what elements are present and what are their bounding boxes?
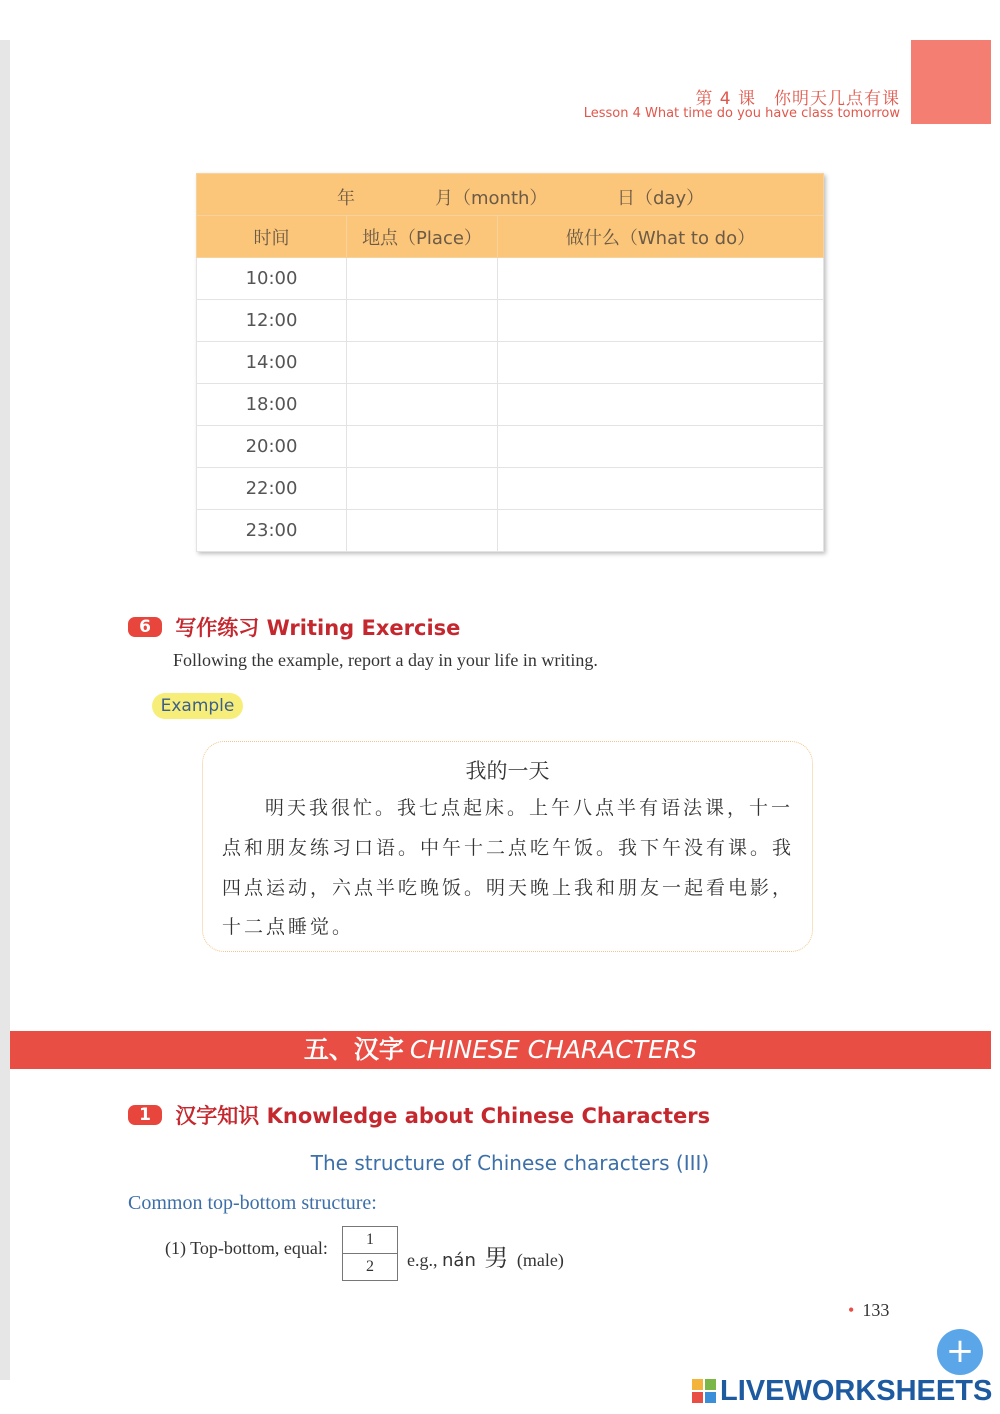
place-cell[interactable] bbox=[347, 468, 498, 510]
eg-meaning: (male) bbox=[516, 1250, 564, 1270]
date-month-label: 月（month） bbox=[435, 188, 548, 209]
page-dot-icon: • bbox=[848, 1300, 855, 1320]
activity-cell[interactable] bbox=[498, 426, 824, 468]
time-cell: 23:00 bbox=[197, 510, 347, 552]
section-number-badge: 1 bbox=[128, 1105, 162, 1125]
structure-example-text bbox=[407, 1238, 564, 1273]
structure-subheading: The structure of Chinese characters (III) bbox=[310, 1151, 710, 1175]
activity-cell[interactable] bbox=[498, 342, 824, 384]
lesson-title-chinese: 第 4 课 你明天几点有课 bbox=[695, 89, 900, 109]
section-number-badge: 6 bbox=[128, 617, 162, 637]
time-cell: 22:00 bbox=[197, 468, 347, 510]
page-number: • 133 bbox=[848, 1300, 890, 1320]
place-cell[interactable] bbox=[347, 258, 498, 300]
lesson-title-english: Lesson 4 What time do you have class tomorrow bbox=[583, 106, 900, 121]
column-header-time: 时间 bbox=[197, 216, 347, 258]
place-cell[interactable] bbox=[347, 510, 498, 552]
activity-cell[interactable] bbox=[498, 468, 824, 510]
diagram-top-cell: 1 bbox=[343, 1227, 397, 1254]
activity-cell[interactable] bbox=[498, 300, 824, 342]
table-row bbox=[197, 510, 824, 552]
activity-cell[interactable] bbox=[498, 258, 824, 300]
date-day-label: 日（day） bbox=[617, 188, 705, 209]
activity-cell[interactable] bbox=[498, 384, 824, 426]
add-button[interactable]: + bbox=[937, 1329, 983, 1375]
example-line: 十二点睡觉。 bbox=[222, 916, 355, 938]
column-header-place: 地点（Place） bbox=[347, 216, 498, 258]
table-row bbox=[197, 300, 824, 342]
date-year-label: 年 bbox=[337, 188, 355, 209]
example-line: 四点运动，六点半吃晚饭。明天晚上我和朋友一起看电影， bbox=[222, 877, 795, 899]
place-cell[interactable] bbox=[347, 384, 498, 426]
eg-character: 男 bbox=[484, 1244, 509, 1272]
example-text-box bbox=[202, 741, 813, 952]
logo-grid-icon bbox=[692, 1379, 716, 1403]
writing-exercise-heading bbox=[128, 612, 460, 642]
activity-cell[interactable] bbox=[498, 510, 824, 552]
table-row bbox=[197, 342, 824, 384]
example-line: 明天我很忙。我七点起床。上午八点半有语法课，十一 bbox=[265, 797, 794, 819]
place-cell[interactable] bbox=[347, 300, 498, 342]
banner-title-english: CHINESE CHARACTERS bbox=[409, 1035, 698, 1064]
table-row bbox=[197, 384, 824, 426]
time-cell: 18:00 bbox=[197, 384, 347, 426]
eg-prefix: e.g., bbox=[407, 1250, 438, 1270]
diagram-bottom-cell: 2 bbox=[366, 1258, 374, 1275]
top-bottom-diagram bbox=[342, 1226, 398, 1281]
structure-item-label: (1) Top-bottom, equal: bbox=[165, 1238, 328, 1258]
chinese-characters-banner bbox=[10, 1031, 991, 1069]
schedule-date-row bbox=[197, 174, 824, 216]
logo-wordmark: LIVEWORKSHEETS bbox=[720, 1374, 993, 1407]
column-header-what-to-do: 做什么（What to do） bbox=[498, 216, 824, 258]
time-cell: 14:00 bbox=[197, 342, 347, 384]
example-title: 我的一天 bbox=[465, 759, 550, 783]
schedule-date-header bbox=[197, 174, 824, 216]
banner-title-chinese: 五、汉字 bbox=[303, 1035, 404, 1064]
knowledge-title: 汉字知识 Knowledge about Chinese Characters bbox=[175, 1104, 711, 1128]
daily-schedule-table bbox=[196, 173, 824, 552]
writing-instruction: Following the example, report a day in your life in writing. bbox=[173, 650, 598, 670]
chapter-corner-tab bbox=[911, 40, 991, 124]
table-row bbox=[197, 468, 824, 510]
table-row bbox=[197, 258, 824, 300]
example-label: Example bbox=[152, 693, 243, 719]
page-edge-shadow bbox=[0, 40, 10, 1380]
time-cell: 12:00 bbox=[197, 300, 347, 342]
writing-exercise-title: 写作练习 Writing Exercise bbox=[175, 616, 461, 640]
schedule-column-header-row bbox=[197, 216, 824, 258]
knowledge-heading bbox=[128, 1100, 710, 1130]
place-cell[interactable] bbox=[347, 426, 498, 468]
example-line: 点和朋友练习口语。中午十二点吃午饭。我下午没有课。我 bbox=[222, 837, 795, 859]
time-cell: 20:00 bbox=[197, 426, 347, 468]
place-cell[interactable] bbox=[347, 342, 498, 384]
common-structure-label: Common top-bottom structure: bbox=[128, 1192, 377, 1214]
time-cell: 10:00 bbox=[197, 258, 347, 300]
table-row bbox=[197, 426, 824, 468]
eg-pinyin: nán bbox=[442, 1250, 476, 1271]
liveworksheets-logo[interactable] bbox=[692, 1376, 992, 1406]
